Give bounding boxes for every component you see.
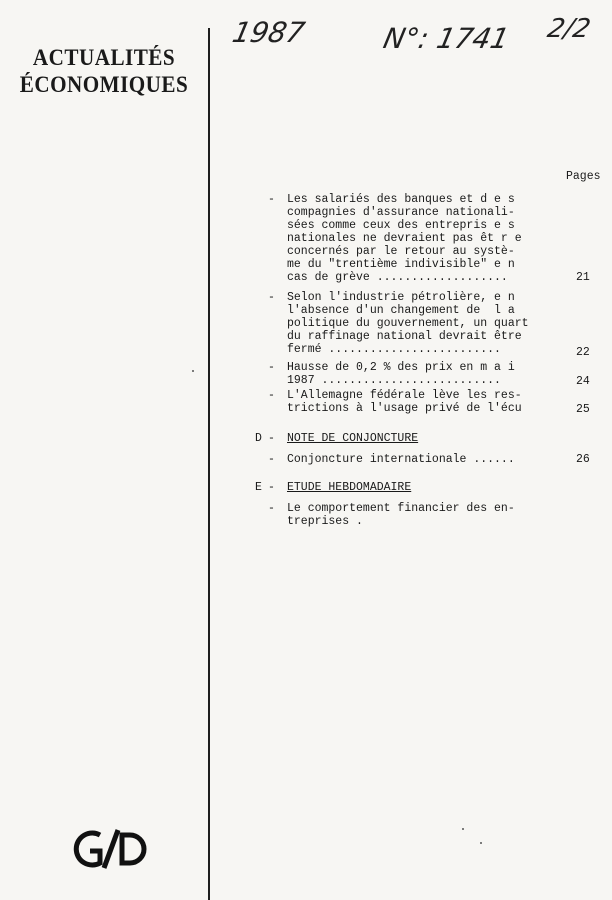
handwritten-number: N°: 1741 — [380, 22, 513, 55]
scan-speck — [462, 828, 464, 830]
entry-page-number: 24 — [576, 375, 590, 388]
section-title: ETUDE HEBDOMADAIRE — [287, 481, 412, 494]
entry-page-number: 25 — [576, 403, 590, 416]
entry-text — [287, 389, 549, 415]
entry-dash: - — [268, 453, 275, 466]
entry-line: Conjoncture internationale ...... — [287, 453, 515, 466]
entry-dash: - — [268, 361, 275, 374]
entry-text — [287, 193, 549, 284]
entry-line: L'Allemagne fédérale lève les res- — [287, 389, 522, 402]
entry-dash: - — [268, 291, 275, 304]
entry-dash: - — [268, 193, 275, 206]
gd-logo-icon — [60, 826, 160, 872]
entry-text — [287, 502, 549, 528]
scan-speck — [480, 842, 482, 844]
entry-line: Selon l'industrie pétrolière, e n — [287, 291, 515, 304]
entry-line: compagnies d'assurance nationali- — [287, 206, 515, 219]
entry-line: concernés par le retour au systè- — [287, 245, 515, 258]
entry-page-number: 21 — [576, 271, 590, 284]
handwritten-year: 1987 — [229, 16, 308, 49]
entry-line: treprises . — [287, 515, 363, 528]
entry-text — [287, 291, 549, 356]
entry-line: sées comme ceux des entrepris e s — [287, 219, 515, 232]
entry-line: 1987 .......................... — [287, 374, 501, 387]
entry-line: politique du gouvernement, un quart — [287, 317, 529, 330]
entry-line: Hausse de 0,2 % des prix en m a i — [287, 361, 515, 374]
section-letter: D — [255, 432, 262, 445]
masthead — [12, 44, 196, 98]
entry-text — [287, 453, 549, 466]
entry-dash: - — [268, 502, 275, 515]
entry-line: cas de grève ................... — [287, 271, 508, 284]
entry-line: fermé ......................... — [287, 343, 501, 356]
entry-line: Le comportement financier des en- — [287, 502, 515, 515]
vertical-divider — [208, 28, 210, 900]
entry-dash: - — [268, 389, 275, 402]
entry-line: me du "trentième indivisible" e n — [287, 258, 515, 271]
masthead-line-2: ÉCONOMIQUES — [19, 72, 189, 97]
scan-speck — [192, 370, 194, 372]
entry-text — [287, 361, 549, 387]
masthead-line-1: ACTUALITÉS — [32, 45, 176, 70]
entry-line: du raffinage national devrait être — [287, 330, 522, 343]
section-letter: E — [255, 481, 262, 494]
entry-line: Les salariés des banques et d e s — [287, 193, 515, 206]
entry-line: l'absence d'un changement de l a — [287, 304, 515, 317]
section-title: NOTE DE CONJONCTURE — [287, 432, 419, 445]
section-dash: - — [268, 481, 275, 494]
entry-line: nationales ne devraient pas êt r e — [287, 232, 522, 245]
section-dash: - — [268, 432, 275, 445]
entry-line: trictions à l'usage privé de l'écu — [287, 402, 522, 415]
pages-column-header: Pages — [566, 170, 601, 183]
handwritten-fraction: 2/2 — [544, 14, 594, 44]
entry-page-number: 22 — [576, 346, 590, 359]
entry-page-number: 26 — [576, 453, 590, 466]
